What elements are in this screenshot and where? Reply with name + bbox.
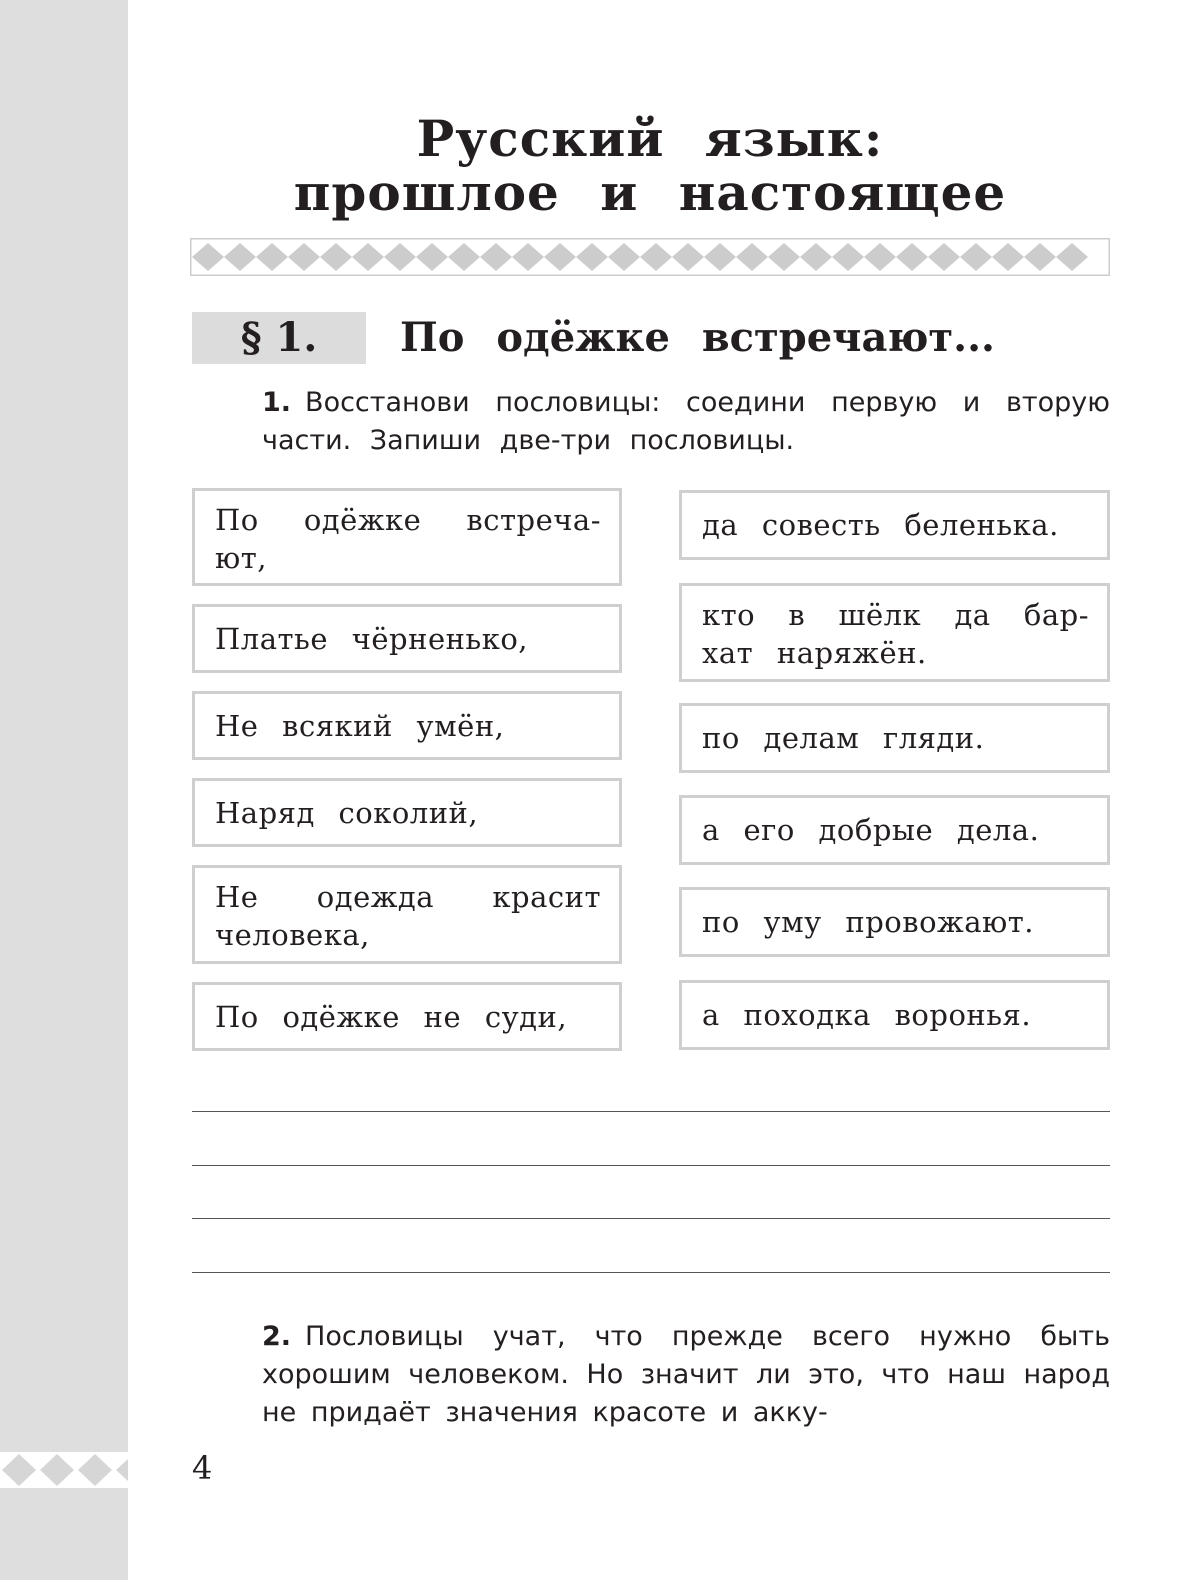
ornament-diamond [416, 243, 448, 271]
ornament-diamond [896, 243, 928, 271]
section-number: § 1. [192, 312, 366, 364]
ornament-diamond [576, 243, 608, 271]
ornament-diamond [320, 243, 352, 271]
ornament-diamond [512, 243, 544, 271]
ornament-diamond [224, 243, 256, 271]
ornament-diamond [1056, 243, 1088, 271]
proverb-beginning-card: По одёжке встреча-ют, [192, 488, 622, 586]
answer-line-4 [192, 1272, 1110, 1273]
ornament-diamond [288, 243, 320, 271]
ornament-diamond [704, 243, 736, 271]
proverb-beginning-card: Не всякий умён, [192, 691, 622, 760]
diamond-ornament-band [190, 238, 1110, 276]
ornament-diamond [992, 243, 1024, 271]
task-2-text: Пословицы учат, что прежде всего нужно быть хорошим человеком. Но значит ли это, что наш народ не придаёт значения красоте и акку- [262, 1321, 1110, 1428]
ornament-diamond [384, 243, 416, 271]
task-1-number: 1. [262, 387, 292, 418]
ornament-diamond [960, 243, 992, 271]
proverb-beginning-card: Наряд соколий, [192, 778, 622, 847]
ornament-diamond [832, 243, 864, 271]
ornament-diamond [800, 243, 832, 271]
proverb-ending-card: а его добрые дела. [679, 795, 1110, 865]
proverb-beginning-card: Не одежда красит человека, [192, 865, 622, 964]
proverb-beginning-card: По одёжке не суди, [192, 982, 622, 1051]
proverb-beginning-card: Платье чёрненько, [192, 604, 622, 673]
section-title: По одёжке встречают... [400, 314, 995, 361]
ornament-diamond [736, 243, 768, 271]
ornament-diamond [1024, 243, 1056, 271]
task-1-text: Восстанови пословицы: соедини первую и вторую части. Запиши две-три пословицы. [262, 387, 1110, 456]
task-2-number: 2. [262, 1321, 292, 1352]
ornament-diamond [608, 243, 640, 271]
answer-line-3 [192, 1218, 1110, 1219]
ornament-diamond [928, 243, 960, 271]
proverb-ending-card: по делам гляди. [679, 703, 1110, 773]
ornament-diamond [480, 243, 512, 271]
ornament-diamond [192, 243, 224, 271]
page-number: 4 [192, 1449, 213, 1487]
chapter-title [190, 109, 1110, 222]
chapter-title-line-2: прошлое и настоящее [293, 163, 1007, 222]
ornament-diamond [640, 243, 672, 271]
chapter-title-line-1: Русский язык: [416, 109, 884, 168]
proverb-ending-card: да совесть беленька. [679, 490, 1110, 560]
ornament-diamond [544, 243, 576, 271]
proverb-ending-card: по уму провожают. [679, 887, 1110, 957]
ornament-diamond [448, 243, 480, 271]
task-2 [262, 1318, 1110, 1432]
proverb-ending-card: а походка воронья. [679, 980, 1110, 1050]
task-1 [262, 384, 1110, 460]
side-diamond-ornament [0, 1452, 128, 1488]
page-side-bar [0, 0, 128, 1580]
ornament-diamond [768, 243, 800, 271]
proverb-ending-card: кто в шёлк да бар-хат наряжён. [679, 583, 1110, 682]
ornament-diamond [256, 243, 288, 271]
ornament-diamond [352, 243, 384, 271]
answer-line-2 [192, 1165, 1110, 1166]
ornament-diamond [864, 243, 896, 271]
answer-line-1 [192, 1111, 1110, 1112]
ornament-diamond [672, 243, 704, 271]
